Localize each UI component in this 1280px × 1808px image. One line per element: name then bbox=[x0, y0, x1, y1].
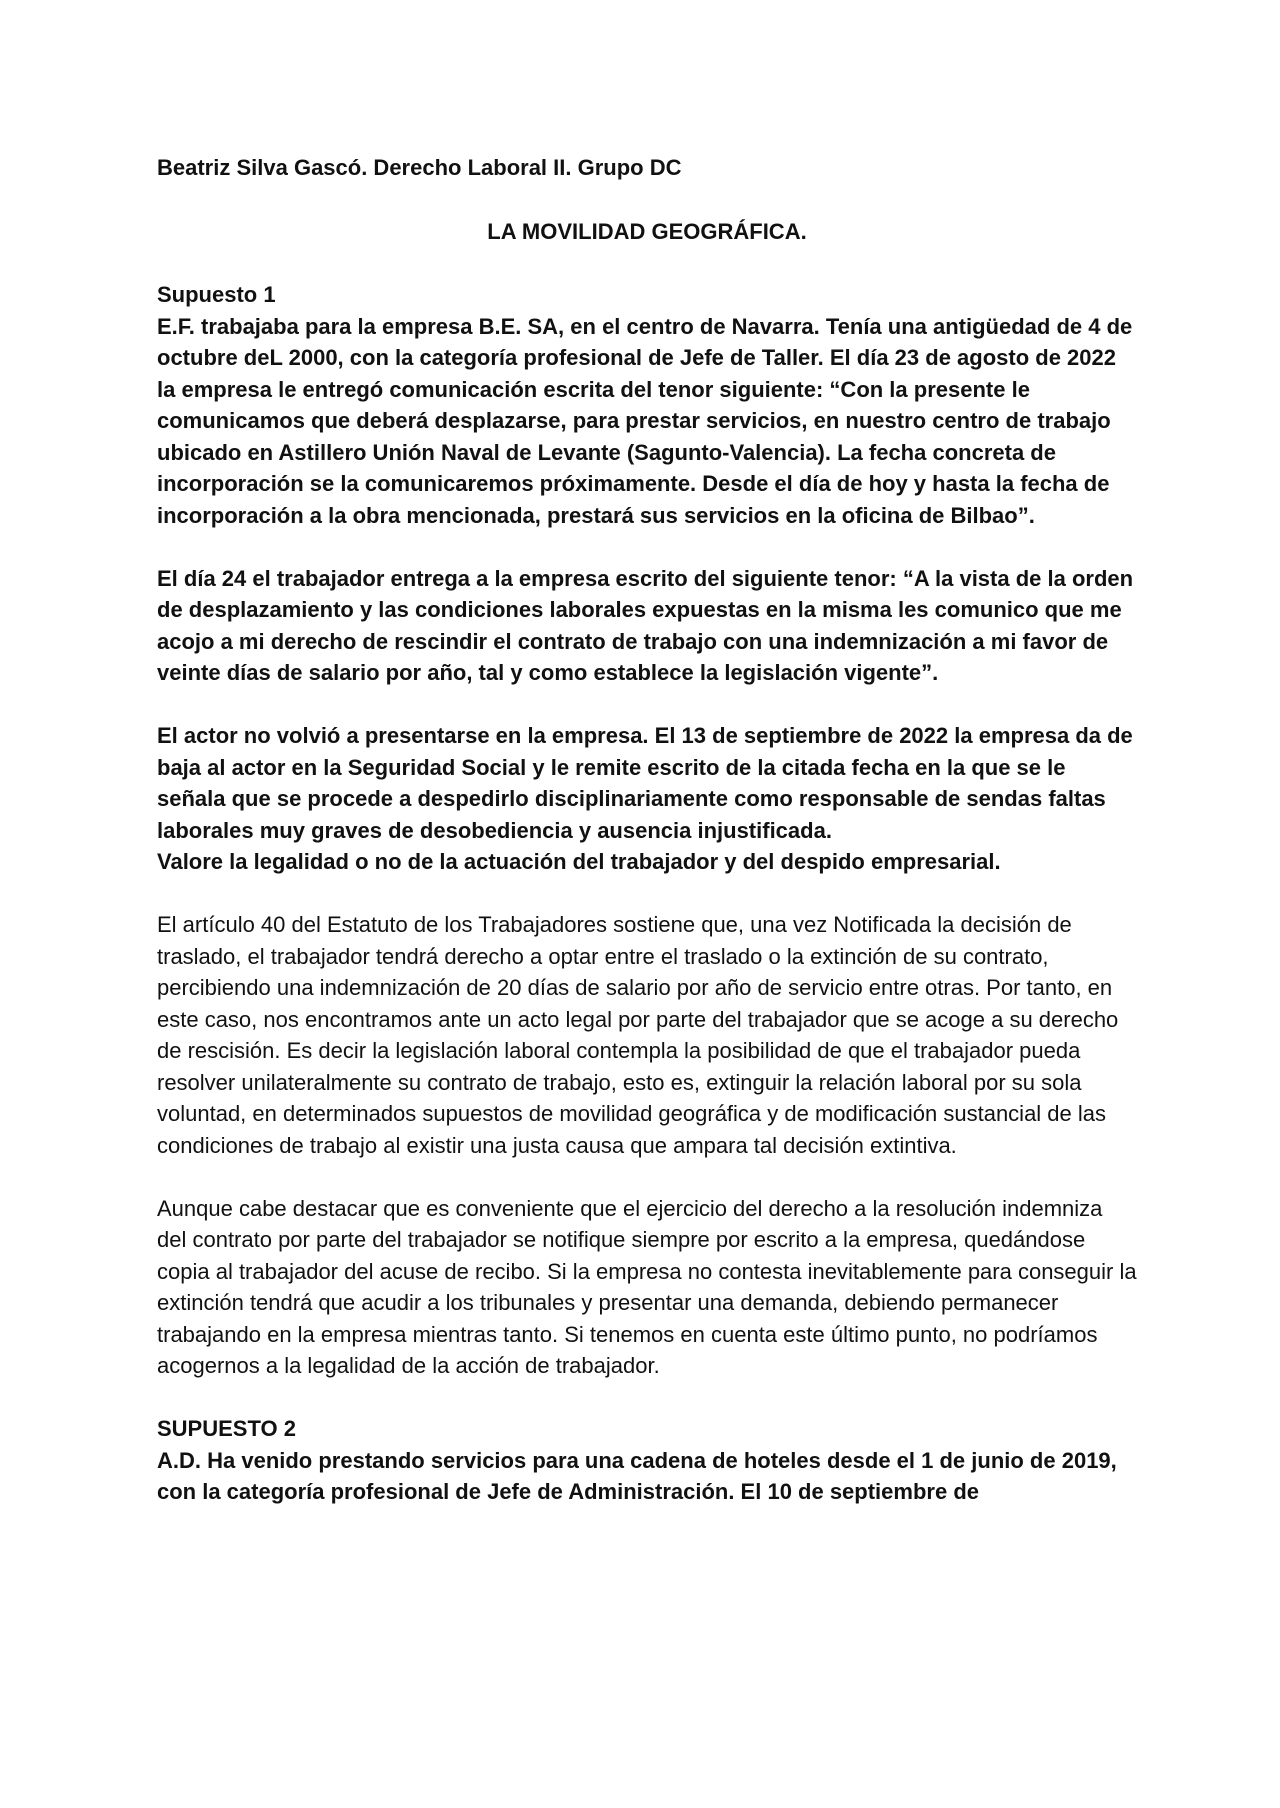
supuesto-1-question: Valore la legalidad o no de la actuación del trabajador y del despido empresarial. bbox=[157, 849, 1001, 874]
author-line: Beatriz Silva Gascó. Derecho Laboral II. Grupo DC bbox=[157, 155, 682, 180]
supuesto-1-paragraph-1: E.F. trabajaba para la empresa B.E. SA, en el centro de Navarra. Tenía una antigüedad de 4 de octubre deL 2000, con la categoría profesional de Jefe de Taller. El día 23 de agosto de 2022 la empresa le entregó comunicación escrita del tenor siguiente: “Con la presente le comunicamos que deberá desplazarse, para prestar servicios, en nuestro centro de trabajo ubicado en Astillero Unión Naval de Levante (Sagunto-Valencia). La fecha concreta de incorporación se la comunicaremos próximamente. Desde el día de hoy y hasta la fecha de incorporación a la obra mencionada, prestará sus servicios en la oficina de Bilbao”. bbox=[157, 313, 1133, 528]
supuesto-1-heading: Supuesto 1 bbox=[157, 282, 276, 307]
supuesto-1-answer-2: Aunque cabe destacar que es conveniente que el ejercicio del derecho a la resolución indemniza del contrato por parte del trabajador se notifique siempre por escrito a la empresa, quedándose copia al trabajador del acuse de recibo. Si la empresa no contesta inevitablemente para conseguir la extinción tendrá que acudir a los tribunales y presentar una demanda, debiendo permanecer trabajando en la empresa mientras tanto. Si tenemos en cuenta este último punto, no podríamos acogernos a la legalidad de la acción de trabajador. bbox=[157, 1195, 1137, 1378]
supuesto-1-answer-1: El artículo 40 del Estatuto de los Trabajadores sostiene que, una vez Notificada la decisión de traslado, el trabajador tendrá derecho a optar entre el traslado o la extinción de su contrato, percibiendo una indemnización de 20 días de salario por año de servicio entre otras. Por tanto, en este caso, nos encontramos ante un acto legal por parte del trabajador que se acoge a su derecho de rescisión. Es decir la legislación laboral contempla la posibilidad de que el trabajador pueda resolver unilateralmente su contrato de trabajo, esto es, extinguir la relación laboral por su sola voluntad, en determinados supuestos de movilidad geográfica y de modificación sustancial de las condiciones de trabajo al existir una justa causa que ampara tal decisión extintiva. bbox=[157, 912, 1119, 1158]
document-page bbox=[157, 152, 1137, 1508]
document-title: LA MOVILIDAD GEOGRÁFICA. bbox=[487, 218, 807, 244]
supuesto-1-paragraph-2: El día 24 el trabajador entrega a la empresa escrito del siguiente tenor: “A la vista de la orden de desplazamiento y las condiciones laborales expuestas en la misma les comunico que me acojo a mi derecho de rescindir el contrato de trabajo con una indemnización a mi favor de veinte días de salario por año, tal y como establece la legislación vigente”. bbox=[157, 565, 1134, 685]
supuesto-2-paragraph-1: A.D. Ha venido prestando servicios para una cadena de hoteles desde el 1 de junio de 2019, con la categoría profesional de Jefe de Administración. El 10 de septiembre de bbox=[157, 1447, 1117, 1504]
supuesto-1-paragraph-3: El actor no volvió a presentarse en la empresa. El 13 de septiembre de 2022 la empresa da de baja al actor en la Seguridad Social y le remite escrito de la citada fecha en la que se le señala que se procede a despedirlo disciplinariamente como responsable de sendas faltas laborales muy graves de desobediencia y ausencia injustificada. bbox=[157, 723, 1133, 843]
supuesto-2-heading: SUPUESTO 2 bbox=[157, 1416, 296, 1441]
